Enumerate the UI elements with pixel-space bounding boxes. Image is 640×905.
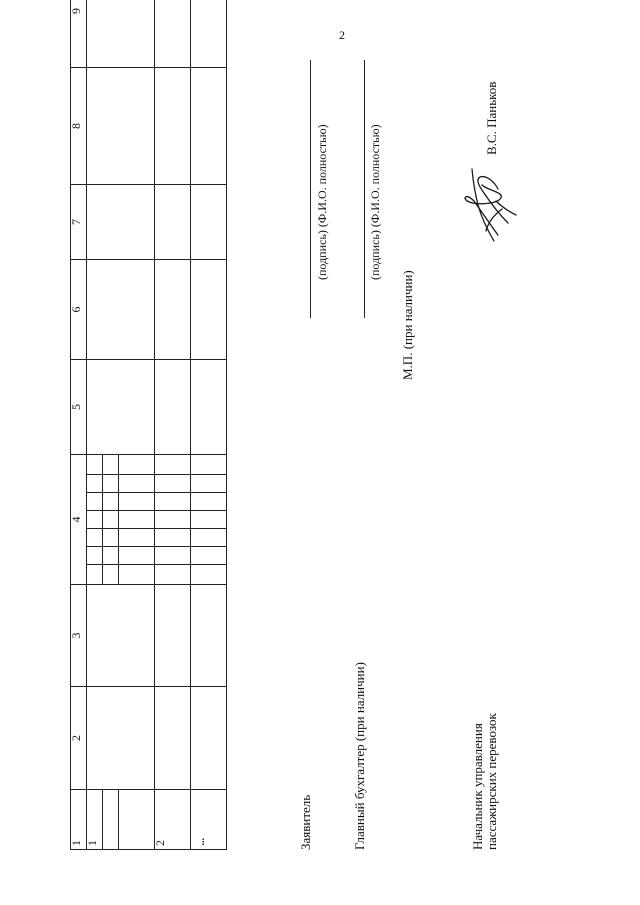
column-header: 3 [71, 585, 87, 687]
table-cell [191, 360, 227, 455]
table-cell [87, 0, 155, 68]
table-cell [155, 360, 191, 455]
row-number: 2 [155, 790, 191, 850]
table-cell [119, 790, 155, 850]
applicant-signature-hint: (подпись) (Ф.И.О. полностью) [315, 124, 329, 280]
column-header: 5 [71, 360, 87, 455]
column-header: 8 [71, 68, 87, 185]
table-cell [191, 687, 227, 790]
table-cell [87, 493, 103, 511]
table-cell [103, 455, 119, 475]
table-cell [119, 547, 155, 565]
table-cell [191, 565, 227, 585]
table-cell [119, 475, 155, 493]
table-cell [103, 529, 119, 547]
applicant-label: Заявитель [298, 794, 313, 850]
table-cell [87, 585, 155, 687]
table-cell [191, 185, 227, 260]
table-cell [103, 565, 119, 585]
table-cell [87, 547, 103, 565]
table-cell [155, 529, 191, 547]
table-row [87, 0, 103, 850]
table-cell [155, 260, 191, 360]
head-title-line1: Начальник управления [470, 723, 485, 850]
table-cell [155, 0, 191, 68]
table-cell [87, 529, 103, 547]
table-cell [119, 565, 155, 585]
table-cell [119, 529, 155, 547]
table-cell [191, 511, 227, 529]
handwritten-signature [458, 165, 526, 245]
chief-accountant-signature-line [364, 60, 365, 318]
head-name: В.С. Паньков [484, 81, 499, 155]
table-cell [87, 565, 103, 585]
table-cell [103, 547, 119, 565]
table-cell [155, 185, 191, 260]
table-cell [155, 493, 191, 511]
table-cell [155, 68, 191, 185]
table-cell [87, 260, 155, 360]
table-cell [191, 493, 227, 511]
row-number: 1 [87, 790, 103, 850]
table-cell [191, 68, 227, 185]
column-header: 6 [71, 260, 87, 360]
row-number [191, 790, 227, 850]
column-header: 2 [71, 687, 87, 790]
table-row [191, 0, 227, 850]
applicant-signature-line [310, 60, 311, 318]
stamp-place: М.П. (при наличии) [400, 270, 415, 380]
table-cell [191, 455, 227, 475]
page-number: 2 [339, 28, 345, 42]
head-title-line2: пассажирских перевозок [484, 713, 499, 850]
table-cell [103, 493, 119, 511]
table-cell [87, 511, 103, 529]
table-cell [191, 0, 227, 68]
row-ellipsis: ... [193, 838, 208, 846]
table-cell [87, 185, 155, 260]
table-cell [87, 360, 155, 455]
chief-accountant-signature-hint: (подпись) (Ф.И.О. полностью) [368, 124, 382, 280]
column-header: 4 [71, 455, 87, 585]
table-cell [155, 547, 191, 565]
table-cell [155, 475, 191, 493]
table-cell [87, 455, 103, 475]
table-cell [103, 511, 119, 529]
table-header-row [71, 0, 87, 850]
table-cell [191, 475, 227, 493]
table-cell [155, 565, 191, 585]
column-header: 9 [71, 0, 87, 68]
table-cell [155, 585, 191, 687]
table-cell [191, 260, 227, 360]
table-cell [191, 585, 227, 687]
table-cell [87, 475, 103, 493]
table-cell [103, 790, 119, 850]
table-cell [119, 511, 155, 529]
table-cell [103, 475, 119, 493]
column-header: 1 [71, 790, 87, 850]
column-header: 7 [71, 185, 87, 260]
table-row [155, 0, 191, 850]
table-cell [87, 687, 155, 790]
table-cell [119, 493, 155, 511]
table-cell [119, 455, 155, 475]
table-cell [87, 68, 155, 185]
table-cell [191, 529, 227, 547]
chief-accountant-label: Главный бухгалтер (при наличии) [352, 662, 367, 850]
table-cell [155, 455, 191, 475]
table-cell [155, 687, 191, 790]
table-cell [191, 547, 227, 565]
report-table [70, 0, 227, 850]
table-cell [155, 511, 191, 529]
